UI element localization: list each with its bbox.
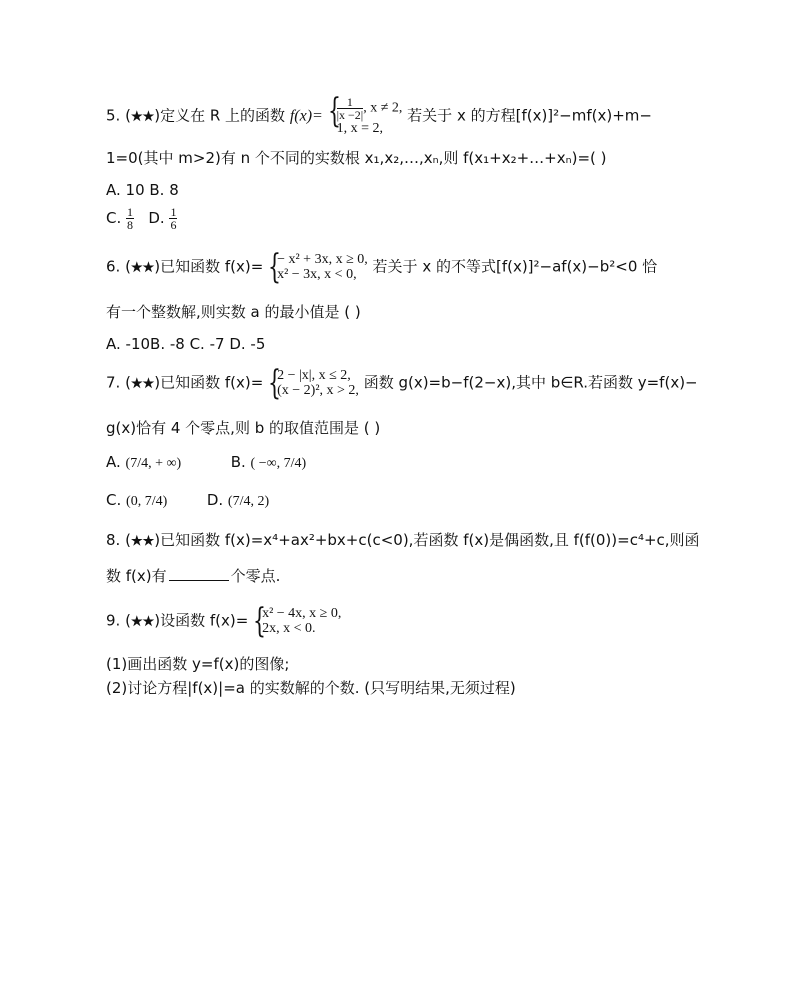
- q9-line1: 9. (★★)设函数 f(x)= { x² − 4x, x ≥ 0, 2x, x < 0.: [106, 601, 342, 641]
- q7-options-ab: A. (7/4, + ∞) B. ( −∞, 7/4): [106, 453, 307, 471]
- q9-part2: (2)讨论方程|f(x)|=a 的实数解的个数. (只写明结果,无须过程): [106, 679, 516, 697]
- piecewise-function: { $\frac{1}{|x -2|}$ , x ≠ 2, 1, x = 2,: [327, 91, 403, 136]
- q8-line1: 8. (★★)已知函数 f(x)=x⁴+ax²+bx+c(c<0),若函数 f(x)是偶函数,且 f(f(0))=c⁴+c,则函: [106, 531, 700, 549]
- q5-options-ab: A. 10 B. 8: [106, 181, 179, 199]
- q7-line2: g(x)恰有 4 个零点,则 b 的取值范围是 ( ): [106, 419, 381, 437]
- q6-line1: 6. (★★)已知函数 f(x)= { − x² + 3x, x ≥ 0, x² − 3x, x < 0, 若关于 x 的不等式[f(x)]²−af(x)−b²<0 恰: [106, 247, 658, 287]
- q7-line1: 7. (★★)已知函数 f(x)= { 2 − |x|, x ≤ 2, (x − 2)², x > 2, 函数 g(x)=b−f(2−x),其中 b∈R.若函数 y=f(x)−: [106, 363, 698, 403]
- answer-blank[interactable]: [169, 580, 229, 581]
- q5-options-cd: C. $\frac{1}{8}$ D. $\frac{1}{6}$: [106, 205, 177, 232]
- piecewise-function: { x² − 4x, x ≥ 0, 2x, x < 0.: [253, 601, 342, 641]
- q9-part1: (1)画出函数 y=f(x)的图像;: [106, 655, 290, 673]
- q6-line2: 有一个整数解,则实数 a 的最小值是 ( ): [106, 303, 361, 321]
- difficulty-stars: ★★: [130, 108, 155, 124]
- difficulty-stars: ★★: [130, 259, 155, 275]
- piecewise-function: { − x² + 3x, x ≥ 0, x² − 3x, x < 0,: [268, 247, 368, 287]
- q6-options: A. -10B. -8 C. -7 D. -5: [106, 335, 266, 353]
- difficulty-stars: ★★: [130, 613, 155, 629]
- q5-line2: 1=0(其中 m>2)有 n 个不同的实数根 x₁,x₂,…,xₙ,则 f(x₁+x₂+…+xₙ)=( ): [106, 149, 607, 167]
- q7-options-cd: C. (0, 7/4) D. (7/4, 2): [106, 491, 270, 509]
- difficulty-stars: ★★: [130, 533, 155, 548]
- q5-line1: 5. (★★)定义在 R 上的函数 f(x)= { $\frac{1}{|x -2|}$ , x ≠ 2, 1, x = 2, 若关于 x 的方程[f(x)]²−mf(x)+m−: [106, 91, 652, 136]
- q8-line2: 数 f(x)有 个零点.: [106, 567, 281, 585]
- piecewise-function: { 2 − |x|, x ≤ 2, (x − 2)², x > 2,: [268, 363, 359, 403]
- difficulty-stars: ★★: [130, 375, 155, 391]
